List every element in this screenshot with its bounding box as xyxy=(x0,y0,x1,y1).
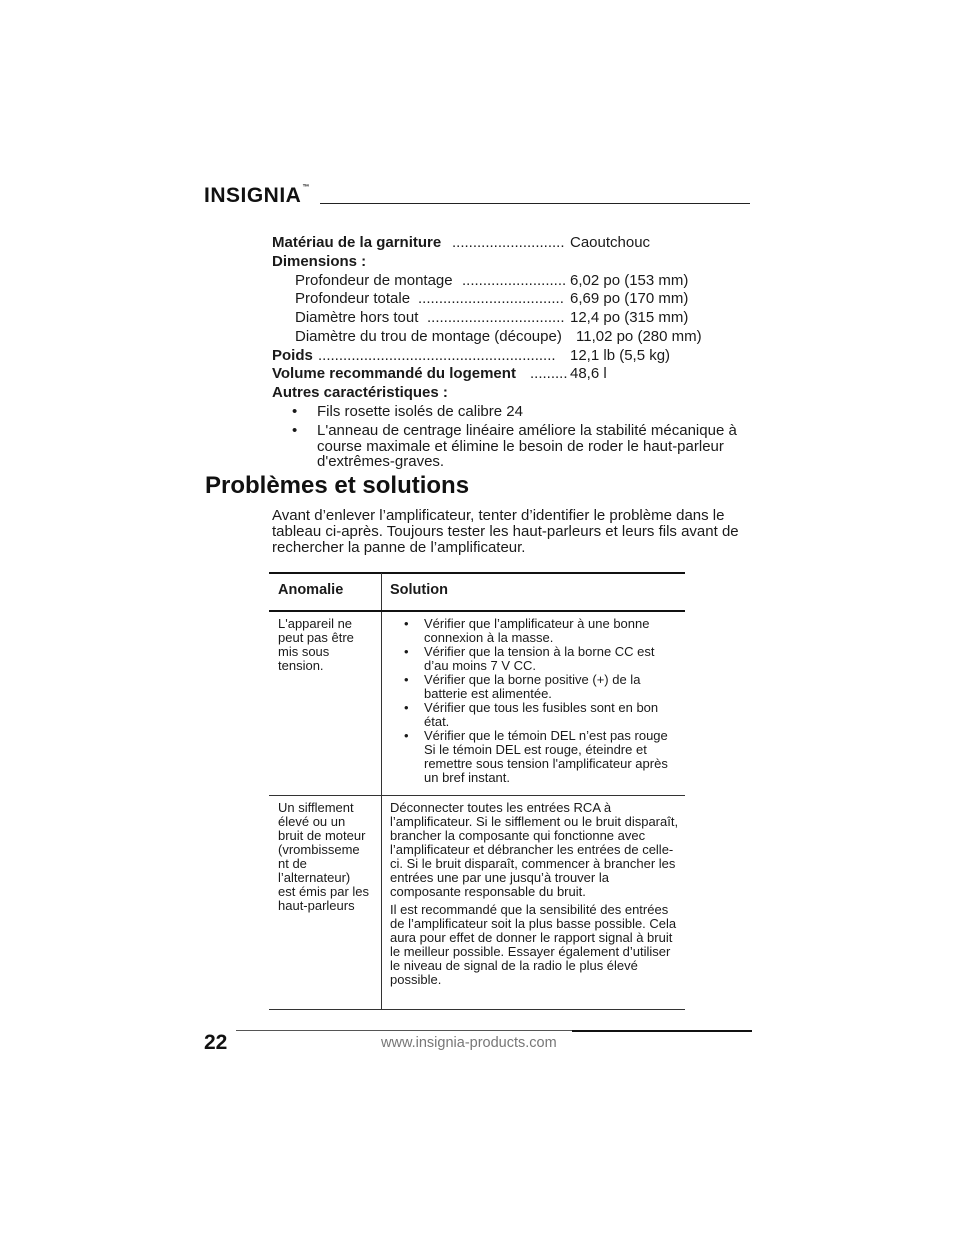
spec-value: 11,02 po (280 mm) xyxy=(576,328,702,345)
spec-label: Matériau de la garniture xyxy=(272,234,442,251)
table-header-solution: Solution xyxy=(390,582,448,598)
leader-dots: ......................... xyxy=(462,272,567,289)
footer-url: www.insignia-products.com xyxy=(381,1035,557,1051)
footer-rule-right xyxy=(572,1030,752,1032)
leader-dots: ......................................................... xyxy=(318,347,556,364)
spec-label: Volume recommandé du logement xyxy=(272,365,516,382)
spec-value: 12,4 po (315 mm) xyxy=(570,309,689,326)
table-top-rule xyxy=(269,572,685,574)
bullet-dot: • xyxy=(292,422,298,439)
feature-text: Fils rosette isolés de calibre 24 xyxy=(317,403,523,420)
spec-value: 48,6 l xyxy=(570,365,607,382)
table-row-rule xyxy=(269,795,685,796)
list-item: • Vérifier que le témoin DEL n’est pas rouge Si le témoin DEL est rouge, éteindre et remettre sous tension l'amplificateur après un bref instant. xyxy=(404,728,668,785)
spec-label: Profondeur de montage xyxy=(295,272,453,289)
footer-rule-left xyxy=(236,1030,572,1031)
feature-text: L'anneau de centrage linéaire améliore la stabilité mécanique à course maximale et élimine le besoin de roder le haut-parleur d'extrêmes-graves. xyxy=(317,422,737,470)
page-number: 22 xyxy=(204,1031,228,1054)
table-row2-solution xyxy=(390,801,680,991)
section-intro: Avant d’enlever l’amplificateur, tenter d’identifier le problème dans le tableau ci-après. Toujours tester les haut-parleurs et leurs fils avant de rechercher la panne de l’amplificateur. xyxy=(272,507,739,556)
table-column-divider xyxy=(381,573,382,1009)
leader-dots: ........................... xyxy=(452,234,565,251)
table-row1-solution xyxy=(390,617,680,785)
spec-label: Profondeur totale xyxy=(295,290,411,307)
leader-dots: ................................... xyxy=(418,290,564,307)
list-item: • Vérifier que tous les fusibles sont en bon état. xyxy=(404,700,659,729)
spec-autres-heading: Autres caractéristiques : xyxy=(272,384,448,401)
solution-paragraph: Déconnecter toutes les entrées RCA à l’amplificateur. Si le sifflement ou le bruit disparaît, brancher la composante qui fonctionne avec l’amplificateur et débrancher les entrées de celle-ci. Si le bruit disparaît, commencer à brancher les entrées une par une jusqu’à trouver la composante responsable du bruit. xyxy=(390,800,679,899)
spec-value: Caoutchouc xyxy=(570,234,651,251)
spec-value: 12,1 lb (5,5 kg) xyxy=(570,347,671,364)
leader-dots: ................................. xyxy=(427,309,565,326)
table-row2-anomalie: Un sifflement élevé ou un bruit de moteur (vrombisseme nt de l’alternateur) est émis par les haut-parleurs xyxy=(278,800,370,913)
header-rule xyxy=(320,203,750,204)
table-header-rule xyxy=(269,610,685,612)
leader-dots: ......... xyxy=(530,365,568,382)
spec-value: 6,69 po (170 mm) xyxy=(570,290,689,307)
spec-value: 6,02 po (153 mm) xyxy=(570,272,689,289)
table-row1-anomalie: L'appareil ne peut pas être mis sous tension. xyxy=(278,616,354,673)
bullet-dot: • xyxy=(292,403,298,420)
table-header-anomalie: Anomalie xyxy=(278,582,344,598)
list-item: • Vérifier que l’amplificateur à une bonne connexion à la masse. xyxy=(404,616,650,645)
spec-label: Poids xyxy=(272,347,313,364)
solution-paragraph: Il est recommandé que la sensibilité des entrées de l’amplificateur soit la plus basse possible. Cela aura pour effet de donner le rapport signal à bruit le meilleur possible. Essayer également d’utiliser le niveau de signal de la radio le plus élevé possible. xyxy=(390,902,677,987)
spec-label: Diamètre hors tout xyxy=(295,309,419,326)
table-bottom-rule xyxy=(269,1009,685,1010)
spec-label: Diamètre du trou de montage (découpe) xyxy=(295,328,562,345)
section-title: Problèmes et solutions xyxy=(205,472,470,499)
list-item: • Vérifier que la borne positive (+) de la batterie est alimentée. xyxy=(404,672,641,701)
list-item: • Vérifier que la tension à la borne CC est d’au moins 7 V CC. xyxy=(404,644,655,673)
brand-name: INSIGNIA xyxy=(204,184,302,207)
spec-dimensions-heading: Dimensions : xyxy=(272,253,367,270)
trademark-symbol: ™ xyxy=(302,184,310,191)
brand-logo xyxy=(204,184,310,208)
